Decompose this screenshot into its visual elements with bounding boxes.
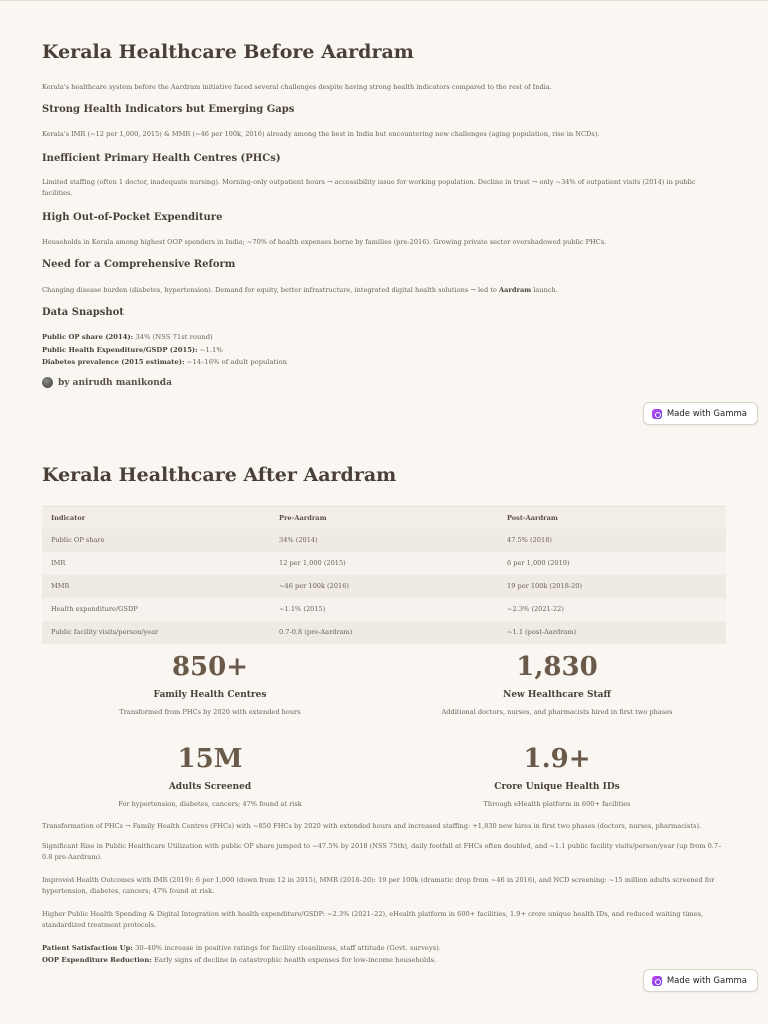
table-cell: Health expenditure/GSDP xyxy=(42,598,270,621)
table-cell: MMR xyxy=(42,575,270,598)
section-heading: Strong Health Indicators but Emerging Gaps xyxy=(42,104,295,115)
slide-after-aardram xyxy=(0,440,768,1024)
table-cell: 19 per 100k (2018-20) xyxy=(498,575,726,598)
table-cell: 47.5% (2018) xyxy=(498,529,726,552)
table-cell: Public OP share xyxy=(42,529,270,552)
stat-number: 1,830 xyxy=(516,652,598,682)
table-header-cell: Post-Aardram xyxy=(498,507,726,529)
table-header-row xyxy=(42,507,726,529)
page-title: Kerala Healthcare After Aardram xyxy=(42,464,397,486)
table-header-cell: Indicator xyxy=(42,507,270,529)
summary-paragraph: Significant Rise in Public Healthcare Utilization with public OP share jumped to ~47.5% by 2018 (NSS 75th), daily footfall at FHCs often doubled, and ~1.1 public facility visits/person/year (up from 0.7–0.8 pre-Aardram). xyxy=(42,842,722,861)
stat-card-new-healthcare-staff xyxy=(407,652,707,716)
stat-description: For hypertension, diabetes, cancers; 47% found at risk xyxy=(118,800,302,808)
closing-item: Patient Satisfaction Up: 30–40% increase in positive ratings for facility cleanliness, staff attitude (Govt. surveys). xyxy=(42,944,441,952)
data-snapshot xyxy=(42,331,722,369)
snapshot-heading: Data Snapshot xyxy=(42,307,124,318)
table-cell: 6 per 1,000 (2019) xyxy=(498,552,726,575)
table-cell: 0.7-0.8 (pre-Aardram) xyxy=(270,621,498,644)
table-row xyxy=(42,598,726,621)
stat-number: 1.9+ xyxy=(523,744,591,774)
snapshot-item: Diabetes prevalence (2015 estimate): ~14–16% of adult population xyxy=(42,358,288,366)
section-body: Changing disease burden (diabetes, hypertension). Demand for equity, better infrastructure, integrated digital health solutions → led to Aardram launch. xyxy=(42,286,558,294)
section-heading: Need for a Comprehensive Reform xyxy=(42,259,236,270)
snapshot-item: Public OP share (2014): 34% (NSS 71st round) xyxy=(42,333,213,341)
made-with-gamma-button[interactable]: Made with Gamma xyxy=(643,969,758,992)
page-title: Kerala Healthcare Before Aardram xyxy=(42,41,414,63)
table-cell: ~1.1% (2015) xyxy=(270,598,498,621)
stat-label: Crore Unique Health IDs xyxy=(494,782,620,792)
intro-text: Kerala's healthcare system before the Aardram initiative faced several challenges despite having strong health indicators compared to the rest of India. xyxy=(42,83,552,91)
table-row xyxy=(42,575,726,598)
gamma-logo-icon xyxy=(652,976,662,986)
table-header-cell: Pre-Aardram xyxy=(270,507,498,529)
snapshot-item: Public Health Expenditure/GSDP (2015): ~1.1% xyxy=(42,345,223,354)
table-row xyxy=(42,552,726,575)
section-body: Households in Kerala among highest OOP spenders in India; ~70% of health expenses borne by families (pre-2016). Growing private sector overshadowed public PHCs. xyxy=(42,238,607,246)
summary-paragraph: Improved Health Outcomes with IMR (2019): 6 per 1,000 (down from 12 in 2015), MMR (2018–20): 19 per 100k (dramatic drop from ~46 in 2016), and NCD screening: ~15 million adults screened for hypertension, diabetes, cancers; 47% found at risk. xyxy=(42,876,715,895)
table-row xyxy=(42,621,726,644)
stat-number: 850+ xyxy=(171,652,249,682)
table-cell: ~1.1 (post-Aardram) xyxy=(498,621,726,644)
summary-paragraph: Transformation of PHCs → Family Health Centres (FHCs) with ~850 FHCs by 2020 with extended hours and increased staffing: +1,830 new hires in first two phases (doctors, nurses, pharmacists). xyxy=(42,822,702,830)
aardram-bold: Aardram xyxy=(499,286,532,294)
stat-card-family-health-centres xyxy=(60,652,360,716)
stat-label: New Healthcare Staff xyxy=(503,690,611,700)
stat-card-health-ids xyxy=(407,744,707,808)
stat-card-adults-screened xyxy=(60,744,360,808)
table-cell: 12 per 1,000 (2015) xyxy=(270,552,498,575)
section-heading: High Out-of-Pocket Expenditure xyxy=(42,212,223,223)
stat-label: Adults Screened xyxy=(168,782,252,792)
gamma-logo-icon xyxy=(652,409,662,419)
table-cell: 34% (2014) xyxy=(270,529,498,552)
stat-description: Through eHealth platform in 600+ facilities xyxy=(483,800,631,808)
made-with-gamma-button[interactable]: Made with Gamma xyxy=(643,402,758,425)
comparison-table xyxy=(42,506,726,644)
table-cell: Public facility visits/person/year xyxy=(42,621,270,644)
section-heading: Inefficient Primary Health Centres (PHCs) xyxy=(42,153,281,164)
slide-before-aardram xyxy=(0,0,768,440)
stat-description: Transformed from PHCs by 2020 with extended hours xyxy=(119,708,301,716)
section-body: Limited staffing (often 1 doctor, inadequate nursing). Morning-only outpatient hours → accessibility issue for working population. Decline in trust → only ~34% of outpatient visits (2014) in public facilities. xyxy=(42,178,696,197)
stat-label: Family Health Centres xyxy=(153,690,267,700)
author-name: by anirudh manikonda xyxy=(58,377,172,388)
closing-notes xyxy=(42,942,722,966)
author-credit[interactable] xyxy=(42,377,172,388)
stat-number: 15M xyxy=(177,744,243,774)
closing-item: OOP Expenditure Reduction: Early signs of decline in catastrophic health expenses for low-income households. xyxy=(42,956,437,964)
table-cell: ~2.3% (2021-22) xyxy=(498,598,726,621)
avatar xyxy=(42,377,53,388)
table-cell: IMR xyxy=(42,552,270,575)
summary-paragraph: Higher Public Health Spending & Digital Integration with health expenditure/GSDP: ~2.3% (2021–22), eHealth platform in 600+ facilities, 1.9+ crore unique health IDs, and reduced waiting times, standardized treatment protocols. xyxy=(42,910,704,929)
stat-description: Additional doctors, nurses, and pharmacists hired in first two phases xyxy=(441,708,673,716)
section-body: Kerala's IMR (~12 per 1,000, 2015) & MMR (~46 per 100k, 2016) already among the best in India but encountering new challenges (aging population, rise in NCDs). xyxy=(42,130,600,138)
table-cell: ~46 per 100k (2016) xyxy=(270,575,498,598)
table-row xyxy=(42,529,726,552)
